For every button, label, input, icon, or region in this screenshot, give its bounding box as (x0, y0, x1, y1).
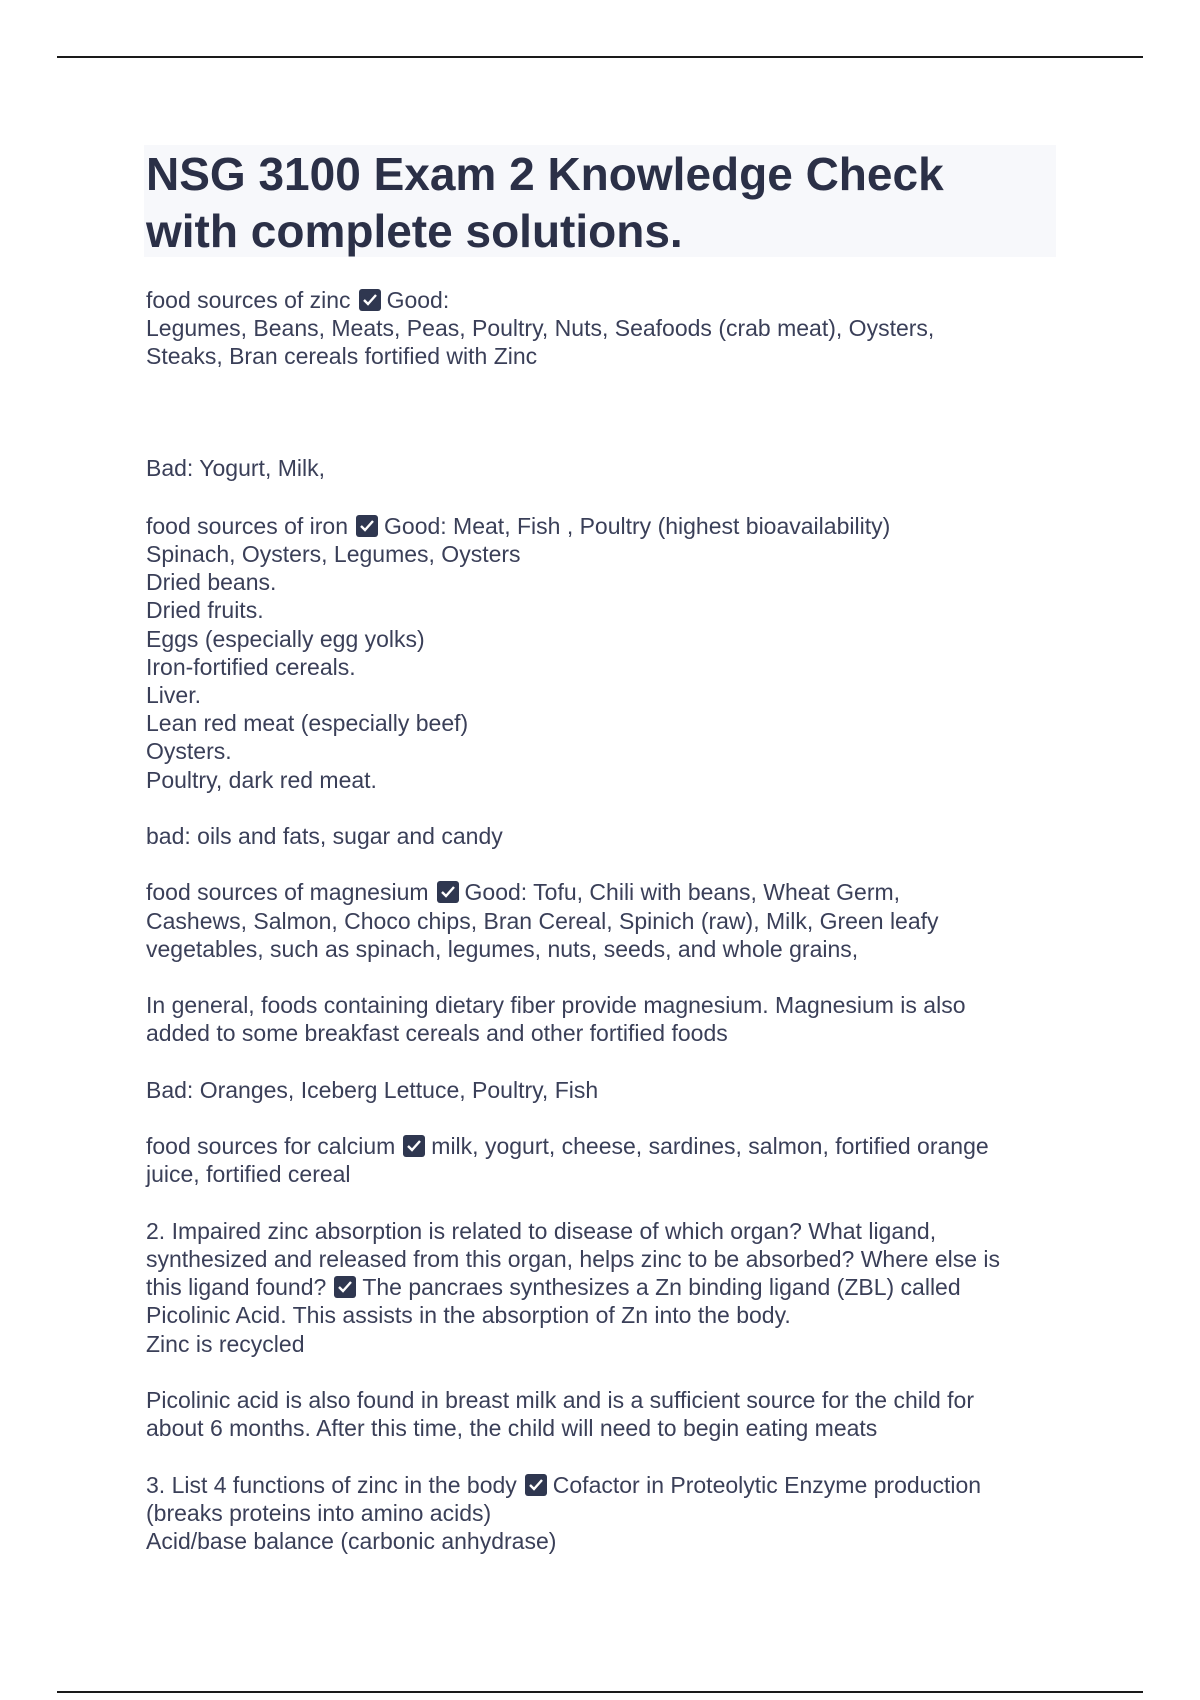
question-line: 2. Impaired zinc absorption is related to disease of which organ? What ligand, (146, 1217, 937, 1244)
bad-foods-line: Bad: Yogurt, Milk, (146, 454, 325, 481)
checkbox-checked-icon (359, 289, 381, 311)
checkbox-checked-icon (356, 515, 378, 537)
answer-line: Picolinic Acid. This assists in the absorption of Zn into the body. (146, 1302, 791, 1329)
checkbox-checked-icon (525, 1474, 547, 1496)
answer-text: The pancraes synthesizes a Zn binding ligand (ZBL) called (362, 1274, 961, 1301)
answer-line: Acid/base balance (carbonic anhydrase) (146, 1528, 557, 1554)
question-line (146, 878, 1066, 906)
answer-text: Cofactor in Proteolytic Enzyme production (552, 1471, 982, 1498)
bad-foods-line: Bad: Oranges, Iceberg Lettuce, Poultry, Fish (146, 1076, 599, 1103)
paragraph-line: Picolinic acid is also found in breast milk and is a sufficient source for the child for (146, 1387, 974, 1413)
title-line: NSG 3100 Exam 2 Knowledge Check (146, 148, 944, 200)
answer-line: Iron-fortified cereals. (146, 653, 356, 680)
header-rule (57, 56, 1143, 58)
answer-text: milk, yogurt, cheese, sardines, salmon, fortified orange (431, 1133, 989, 1160)
question-line: synthesized and released from this organ, helps zinc to be absorbed? Where else is (146, 1246, 1001, 1272)
question-line (146, 512, 1066, 540)
question-text: this ligand found? (146, 1274, 327, 1301)
answer-line: Dried fruits. (146, 597, 264, 624)
answer-line: Eggs (especially egg yolks) (146, 625, 425, 652)
answer-line: Zinc is recycled (146, 1330, 305, 1357)
question-text: food sources of iron (146, 512, 349, 539)
page-title (146, 146, 944, 260)
answer-line: (breaks proteins into amino acids) (146, 1499, 492, 1526)
answer-text: Good: (386, 287, 450, 313)
paragraph-line: In general, foods containing dietary fiber provide magnesium. Magnesium is also (146, 992, 966, 1019)
question-line (146, 1132, 1066, 1160)
answer-line: Legumes, Beans, Meats, Peas, Poultry, Nuts, Seafoods (crab meat), Oysters, (146, 315, 935, 342)
answer-line: Spinach, Oysters, Legumes, Oysters (146, 541, 521, 568)
checkbox-checked-icon (334, 1276, 356, 1298)
bad-foods-line: bad: oils and fats, sugar and candy (146, 823, 503, 850)
question-text: food sources of zinc (146, 287, 351, 313)
question-line (146, 1471, 1066, 1499)
answer-line: Dried beans. (146, 569, 277, 596)
paragraph-line: added to some breakfast cereals and other fortified foods (146, 1020, 728, 1047)
answer-line: Liver. (146, 682, 201, 709)
answer-line: juice, fortified cereal (146, 1161, 351, 1188)
answer-line: Lean red meat (especially beef) (146, 710, 469, 737)
answer-text: Good: Meat, Fish , Poultry (highest bioavailability) (384, 512, 891, 539)
document-body (146, 286, 1066, 1555)
qa-item-q2 (146, 1217, 1066, 1443)
checkbox-checked-icon (403, 1135, 425, 1157)
question-text: food sources for calcium (146, 1133, 396, 1160)
qa-item-calcium (146, 1132, 1066, 1188)
qa-item-q3 (146, 1471, 1066, 1556)
answer-line: Cashews, Salmon, Choco chips, Bran Cereal, Spinich (raw), Milk, Green leafy (146, 907, 939, 934)
question-line (146, 1273, 1066, 1301)
question-text: food sources of magnesium (146, 879, 429, 906)
title-line: with complete solutions. (146, 205, 683, 257)
qa-item-magnesium (146, 878, 1066, 1104)
footer-rule (57, 1691, 1143, 1693)
question-line (146, 286, 1066, 314)
question-text: 3. List 4 functions of zinc in the body (146, 1471, 517, 1498)
answer-line: vegetables, such as spinach, legumes, nuts, seeds, and whole grains, (146, 935, 859, 962)
paragraph-line: about 6 months. After this time, the child will need to begin eating meats (146, 1415, 878, 1442)
answer-line: Poultry, dark red meat. (146, 766, 377, 793)
answer-text: Good: Tofu, Chili with beans, Wheat Germ, (464, 879, 901, 906)
answer-line: Oysters. (146, 738, 232, 765)
qa-item-zinc (146, 286, 1066, 482)
answer-line: Steaks, Bran cereals fortified with Zinc (146, 343, 538, 370)
checkbox-checked-icon (437, 881, 459, 903)
qa-item-iron (146, 512, 1066, 850)
